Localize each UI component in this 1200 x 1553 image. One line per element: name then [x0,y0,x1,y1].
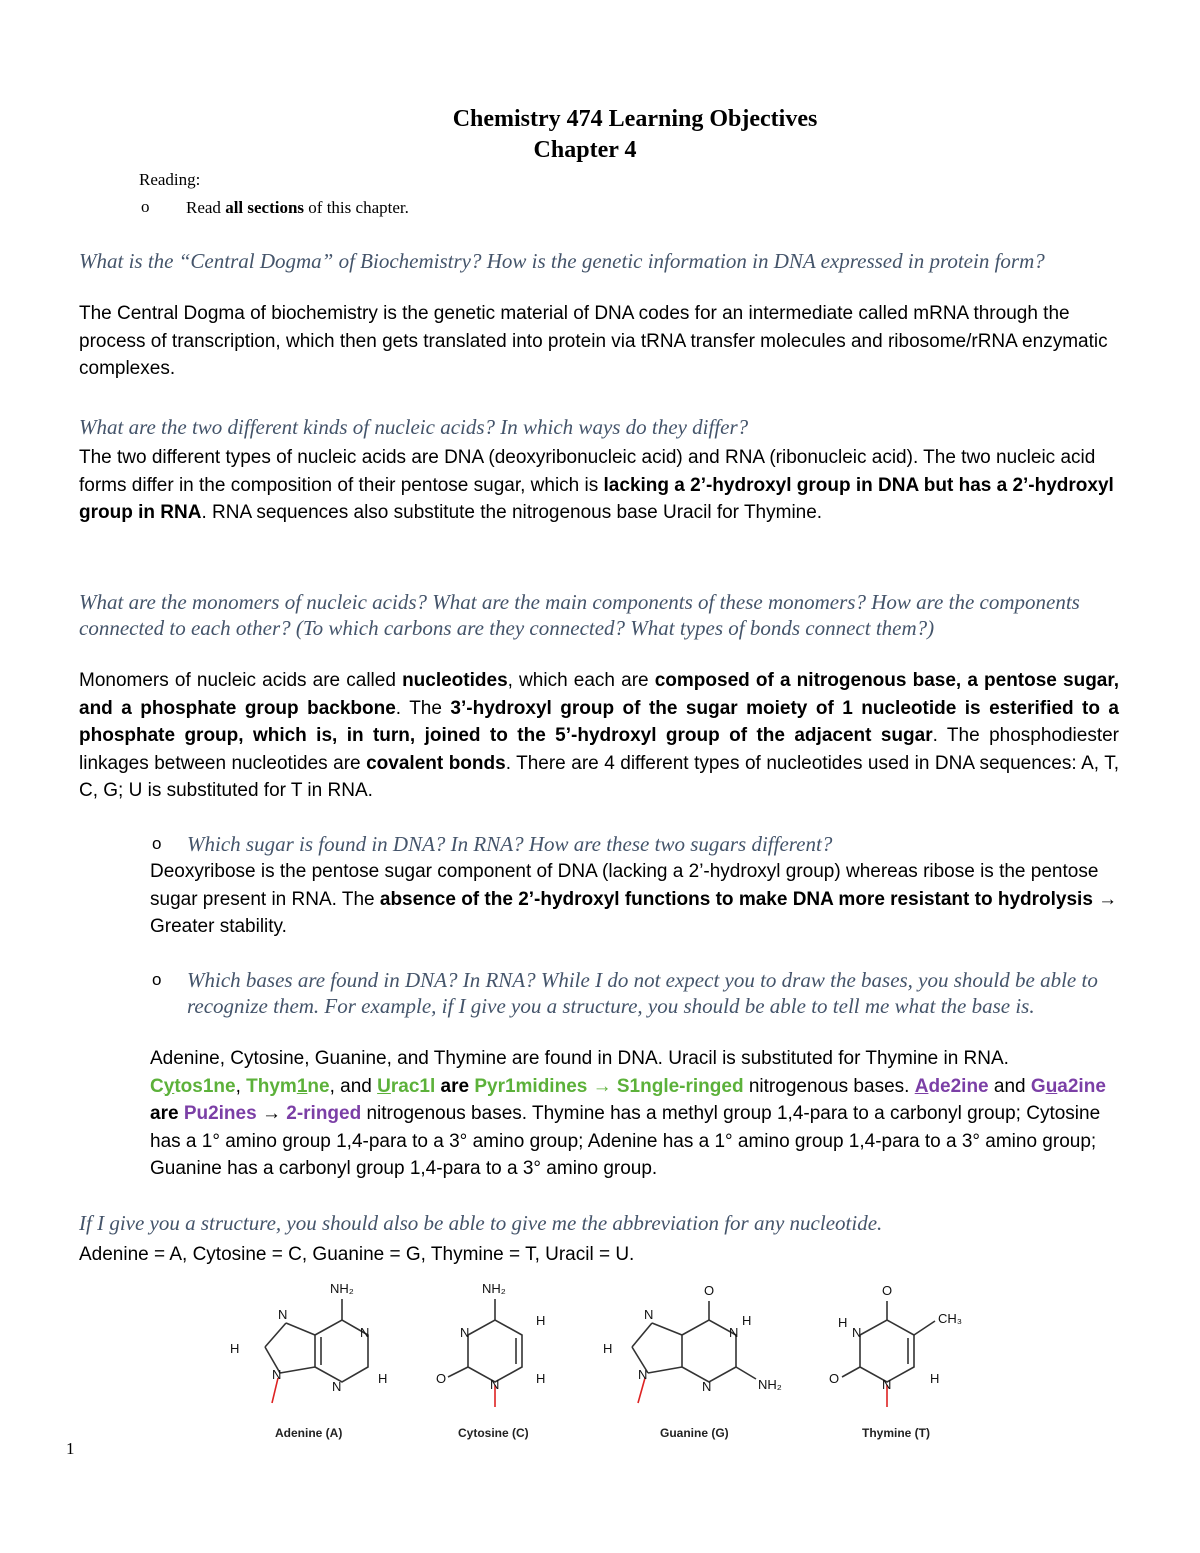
thymine-structure [829,1283,962,1440]
guanine-label: Guanine (G) [660,1426,729,1440]
answer-central-dogma: The Central Dogma of biochemistry is the genetic material of DNA codes for an intermediate called mRNA through the process of transcription, which then gets translated into protein via tRNA transfer molecules and ribosome/rRNA enzymatic complexes. [79,303,1108,379]
answer-sugar: Deoxyribose is the pentose sugar component of DNA (lacking a 2’-hydroxyl group) whereas ribose is the pentose sugar present in RNA. The absence of the 2’-hydroxyl functions to make DNA more resistant to hydrolysis → Greater stability. [150,861,1118,937]
question-nucleic-acid-kinds: What are the two different kinds of nucleic acids? In which ways do they differ? [79,415,749,439]
thymine-n3: N [852,1325,862,1340]
adenine-label: Adenine (A) [275,1426,343,1440]
cytosine-n3: N [460,1325,470,1340]
cytosine-h6: H [536,1371,546,1386]
thymine-n1: N [882,1377,892,1392]
reading-item: Read all sections of this chapter. [186,198,409,217]
nucleobase-structures-figure [220,1275,980,1450]
page-number: 1 [66,1439,75,1458]
guanine-h8: H [603,1341,613,1356]
question-sugar: Which sugar is found in DNA? In RNA? How are these two sugars different? [187,832,833,856]
thymine-o4: O [882,1283,893,1298]
guanine-nh2: NH₂ [758,1377,782,1392]
guanine-o6: O [704,1283,715,1298]
question-monomers: What are the monomers of nucleic acids? What are the main components of these monomers? How are the components connected to each other? (To which carbons are they connected? What types of bonds connect them?) [79,590,1080,640]
thymine-label: Thymine (T) [862,1426,930,1440]
guanine-h1: H [742,1313,752,1328]
question-abbreviation: If I give you a structure, you should also be able to give me the abbreviation for any nucleotide. [79,1211,883,1235]
adenine-n1: N [360,1325,370,1340]
adenine-n3: N [332,1379,342,1394]
thymine-ch3: CH₃ [938,1311,963,1326]
guanine-n3: N [702,1379,712,1394]
reading-label: Reading: [139,170,201,189]
answer-abbreviation: Adenine = A, Cytosine = C, Guanine = G, Thymine = T, Uracil = U. [79,1244,635,1265]
adenine-nh2-label: NH₂ [330,1281,354,1296]
thymine-h3: H [838,1315,848,1330]
answer-monomers: Monomers of nucleic acids are called nucleotides, which each are composed of a nitrogenous base, a pentose sugar, and a phosphate group backbone. The 3’-hydroxyl group of the sugar moiety of 1 nucleotide is esterified to a phosphate group, which is, in turn, joined to the 5’-hydroxyl group of the adjacent sugar. The phosphodiester linkages between nucleotides are covalent bonds. There are 4 different types of nucleotides used in DNA sequences: A, T, C, G; U is substituted for T in RNA. [79,670,1119,801]
sub-bullet-sugar: o [152,834,162,853]
reading-bullet: o [141,197,150,216]
guanine-structure [603,1283,782,1440]
guanine-n1: N [729,1325,739,1340]
cytosine-nh2-label: NH₂ [482,1281,506,1296]
sub-bullet-bases: o [152,970,162,989]
thymine-h6: H [930,1371,940,1386]
chapter-title: Chapter 4 [533,137,637,163]
guanine-n9: N [638,1367,648,1382]
answer-nucleic-acid-kinds: The two different types of nucleic acids are DNA (deoxyribonucleic acid) and RNA (ribonucleic acid). The two nucleic acid forms differ in the composition of their pentose sugar, which is lacking a 2’-hydroxyl group in DNA but has a 2’-hydroxyl group in RNA. RNA sequences also substitute the nitrogenous base Uracil for Thymine. [79,447,1114,523]
question-central-dogma: What is the “Central Dogma” of Biochemistry? How is the genetic information in DNA expressed in protein form? [79,249,1045,273]
adenine-structure [230,1281,387,1440]
cytosine-n1: N [490,1377,500,1392]
adenine-n7: N [278,1307,288,1322]
cytosine-h5: H [536,1313,546,1328]
cytosine-label: Cytosine (C) [458,1426,529,1440]
adenine-n9: N [272,1367,282,1382]
document-title: Chemistry 474 Learning Objectives [452,106,818,132]
adenine-h2: H [378,1371,388,1386]
thymine-o2: O [829,1371,840,1386]
answer-bases: Adenine, Cytosine, Guanine, and Thymine are found in DNA. Uracil is substituted for Thymine in RNA. Cytos1ne, Thym1ne, and Urac1l are Pyr1midines → S1ngle-ringed nitrogenous bases. Ade2ine and Gua2ine are Pu2ines → 2-ringed nitrogenous bases. Thymine has a methyl group 1,4-para to a carbonyl group; Cytosine has a 1° amino group 1,4-para to a 3° amino group; Adenine has a 1° amino group 1,4-para to a 3° amino group; Guanine has a carbonyl group 1,4-para to a 3° amino group. [150,1048,1106,1179]
adenine-h8: H [230,1341,240,1356]
cytosine-o2: O [436,1371,447,1386]
question-bases: Which bases are found in DNA? In RNA? While I do not expect you to draw the bases, you should be able to recognize them. For example, if I give you a structure, you should be able to tell me what the base is. [187,968,1098,1018]
guanine-n7: N [644,1307,654,1322]
cytosine-structure [436,1281,545,1440]
